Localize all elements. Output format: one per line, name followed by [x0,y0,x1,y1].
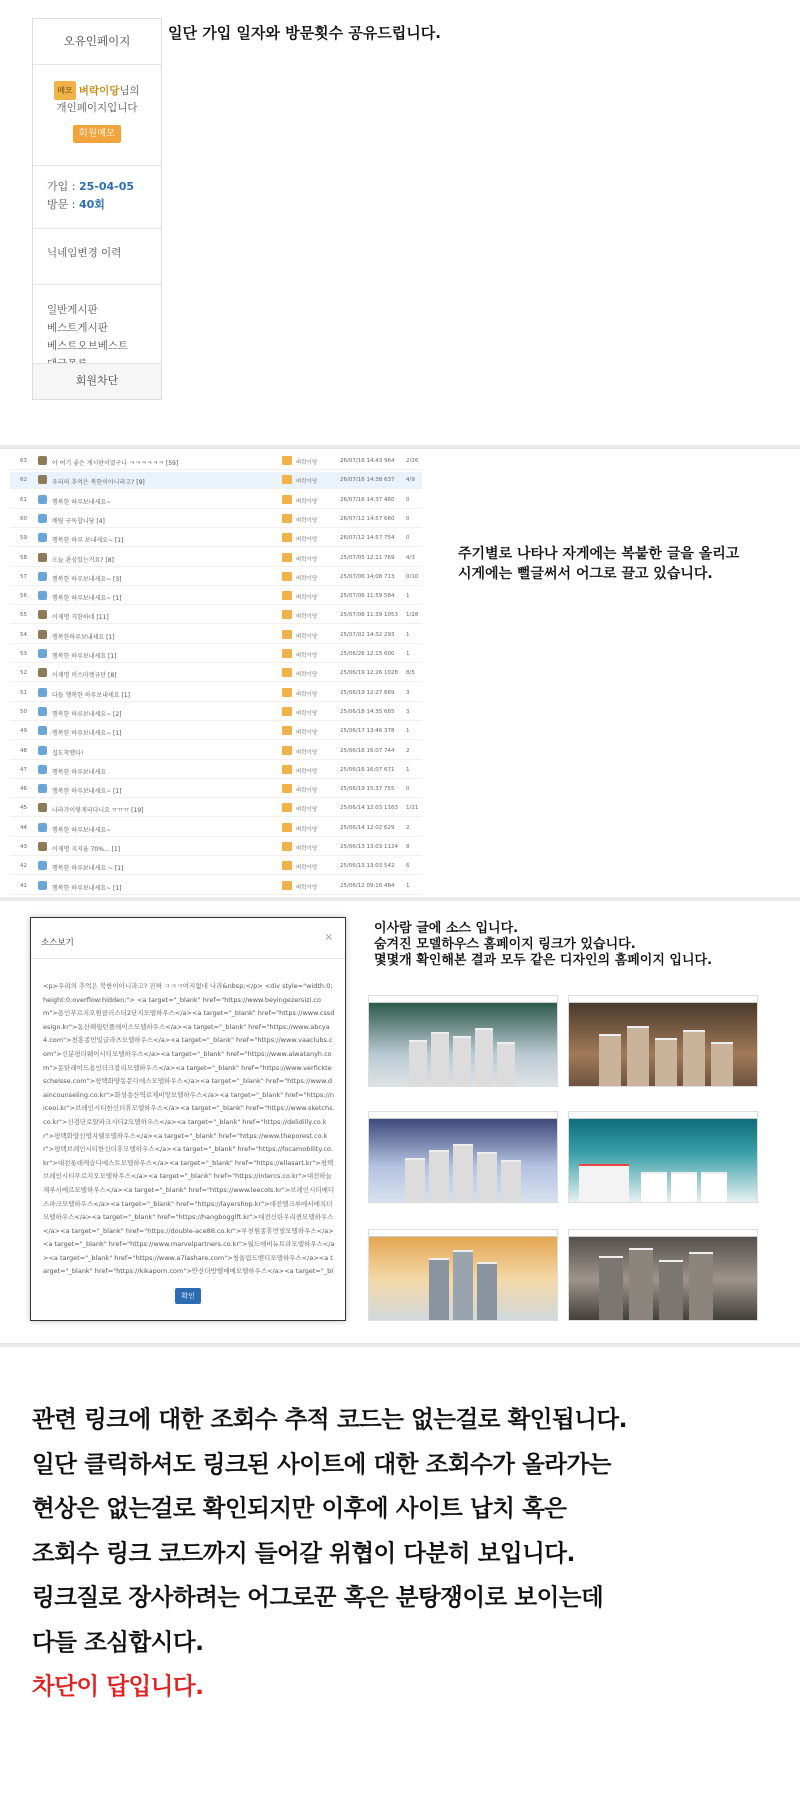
post-row[interactable] [10,762,422,779]
visit-value: 40회 [78,198,105,211]
bird-icon [38,591,47,600]
conclusion-line: 링크질로 장사하려는 어그로꾼 혹은 분탕쟁이로 보이는데 [32,1583,604,1611]
memo-badge-icon [282,765,292,774]
post-title[interactable]: 행복한 하루보내세요~ [2] [52,710,122,718]
post-number: 44 [20,824,27,831]
post-views: 964 [384,458,395,464]
memo-badge-icon [282,823,292,832]
post-recommend: 1 [406,882,410,889]
post-author[interactable]: 벼락이당 [296,556,318,563]
post-row[interactable] [10,743,422,760]
package-icon [38,630,47,639]
post-date: 25/06/16 16:07 [340,766,383,773]
site-screenshot [568,1229,758,1321]
memo-badge-icon [282,746,292,755]
post-number: 46 [20,786,27,793]
post-number: 59 [20,535,27,542]
post-date: 25/06/17 13:46 [340,728,383,735]
caption3-line: 이사람 글에 소스 입니다. [374,921,519,936]
memo-badge-icon [282,610,292,619]
post-views: 754 [384,535,395,542]
post-recommend: 3 [406,708,410,715]
post-title[interactable]: 행복한 하루보내세요~ [52,498,112,506]
post-row[interactable] [10,839,422,856]
close-icon[interactable]: × [324,932,333,943]
post-author[interactable]: 벼락이당 [296,865,318,872]
post-views: 713 [384,573,395,580]
memo-badge-icon [282,553,292,562]
post-title[interactable]: 오늘 관심있는거요? [8] [52,556,114,564]
post-date: 25/06/26 12:15 [340,651,383,657]
post-author[interactable]: 벼락이당 [296,672,318,679]
post-date: 25/06/13 13:03 [340,844,383,850]
post-date: 25/07/05 12:11 [340,554,383,561]
post-recommend: 1 [406,651,410,657]
post-recommend: 2 [406,747,410,754]
memo-badge-icon [282,514,292,523]
source-code-text: <p>우리의 추억은 북한이아니라고? 진짜 ㅋㅋㅋ여지없네 나라&nbsp;</p> <div style="width:0;height:0;overflow:hidden;"> <a target="_blank" href="https://www.beyingezersizi.com">용인푸르지오원클러스터2단지모델하우스</a><a target="_blank" href="https://www.cssdesign.kr">동산해링턴플레이스모델하우스</a><a target="_blank" href="https://www.abcya4.com">천홍종민밀글라츠모델하우스</a><a target="_blank" href="https://www.vaaclubs.com">신분평더웨이시티모델하우스</a><a target="_blank" href="https://www.alwatanyh.com">동탄레이드용인더크블리모델하우스</a><a target="_blank" href="https://www.verfickteschelsse.com">평택화양동문디에스모델하우스</a><a target="_blank" href="https://www.daincounseling.co.kr">화성송산역로제비앙모델하우스</a><a target="_blank" href="https://niceoi.kr">브레인시티한신더휴모델하우스</a><a target="_blank" href="https://www.sketchs.co.kr">신검단로얄파크시티2모델하우스</a><a target="_blank" href="https://delidilly.co.kr">평택화양신영지웰모델하우스</a><a target="_blank" href="https://www.theporest.co.kr">평택브레인시티한신더휴모델하우스</a><a target="_blank" href="https://focamobility.co.kr">대전롯데캐슬디에스트모델하우스</a><a target="_blank" href="https://ellasart.kr">평택브레인시티푸르지오모델하우스</a><a target="_blank" href="https://intercs.co.kr">대전하늘채루시에르모델하우스</a><a target="_blank" href="https://www.leecols.kr">브레인시티메디스파크모델하우스</a><a target="_blank" href="https://layershop.kr">대전엘크루에서에치더모델하우스</a><a target="_blank" href="https://hangbogglft.kr">대전신탄우리퀸모델하우스</a><a target="_blank" href="https://double-ace88.co.kr">부천원종휴먼빌모델하우스</a><a target="_blank" href="https://www.marvelpartners.co.kr">월드애비뉴트라모델하우스</a><a target="_blank" href="https://www.a7lashare.com">청울림드벤티모델하우스</a><a target="_blank" href="https://kikaporn.com">안산더방텔매매모델하우스</a><a target="_bl [43,982,335,1276]
post-row[interactable] [10,704,422,721]
conclusion-line: 현상은 없는걸로 확인되지만 이후에 사이트 납치 혹은 [32,1494,567,1522]
post-recommend: 3 [406,689,410,696]
bird-icon [38,707,47,716]
package-icon [38,842,47,851]
bird-icon [38,823,47,832]
post-date: 26/07/12 14:57 [340,515,383,522]
post-title[interactable]: 이재명 거한하네 [11] [52,614,109,622]
post-author[interactable]: 벼락이당 [296,653,318,659]
profile-header: 오유인페이지 [33,19,161,65]
conclusion-line: 관련 링크에 대한 조회수 추적 코드는 없는걸로 확인됩니다. [32,1405,628,1433]
post-number: 57 [20,573,27,580]
memo-badge-icon [282,842,292,851]
package-icon [38,553,47,562]
post-date: 25/06/16 16:07 [340,747,383,754]
post-list-panel [0,449,800,897]
package-icon [38,803,47,812]
post-date: 25/06/19 12:27 [340,689,383,696]
caption2-line: 시게에는 뻘글써서 어그로 끌고 있습니다. [458,566,713,582]
post-row[interactable] [10,858,422,875]
post-number: 55 [20,612,27,619]
profile-owner [33,65,161,143]
post-row[interactable] [10,453,422,470]
post-date: 25/07/06 11:59 [340,593,383,600]
post-title[interactable]: 행복한 하루보내세요~ [1] [52,884,122,892]
model-house-screenshots [368,995,760,1331]
post-recommend: 0/10 [406,573,419,580]
post-views: 293 [384,631,395,638]
memo-badge-icon [282,726,292,735]
post-row[interactable] [10,607,422,624]
memo-badge-icon [282,630,292,639]
conclusion-warning: 차단이 답입니다. [32,1672,204,1700]
post-row[interactable] [10,723,422,740]
post-recommend: 4/9 [406,477,415,484]
conclusion-line: 다들 조심합시다. [32,1627,204,1656]
profile-nickname[interactable]: 벼락이당 [78,85,120,97]
post-author[interactable]: 벼락이당 [296,826,318,833]
site-screenshot [368,1229,558,1321]
owner-line2: 개인페이지입니다 [56,102,138,114]
memo-badge-icon [282,707,292,716]
bird-icon [38,746,47,755]
site-screenshot [568,1111,758,1203]
source-panel [0,901,800,1343]
post-recommend: 0 [406,515,410,522]
post-row[interactable] [10,665,422,682]
package-icon [38,456,47,465]
post-number: 61 [20,496,27,503]
post-number: 60 [20,515,27,522]
post-number: 51 [20,689,27,696]
memo-badge-icon [282,649,292,658]
post-title[interactable]: 행복한 하루보내세요~ [1] [52,730,122,738]
post-recommend: 2/26 [406,458,419,464]
post-views: 1028 [384,670,398,677]
memo-badge-icon [282,591,292,600]
post-views: 744 [384,747,395,754]
post-author[interactable]: 벼락이당 [296,730,318,737]
post-views: 460 [384,496,395,503]
post-views: 1124 [384,844,398,850]
post-number: 63 [20,458,27,464]
site-screenshot [568,995,758,1087]
post-row[interactable] [10,646,422,663]
bird-icon [38,688,47,697]
post-date: 25/07/02 14:32 [340,631,383,638]
bird-icon [38,649,47,658]
post-title[interactable]: 이재명 미스마켓규탄 [8] [52,672,117,680]
profile-stats [33,165,161,214]
post-recommend: 1/21 [406,805,419,812]
package-icon [38,668,47,677]
nickname-history-link[interactable]: 닉네임변경 이력 [33,228,161,284]
conclusion-text [32,1397,782,1709]
post-recommend: 4/3 [406,554,415,561]
post-title[interactable]: 행복한 하루보내세요 [1] [52,653,117,660]
confirm-button[interactable]: 확인 [175,1288,201,1304]
memo-badge-icon [282,533,292,542]
profile-panel [0,0,800,445]
conclusion-line: 일단 클릭하셔도 링크된 사이트에 대한 조회수가 올라가는 [32,1449,611,1478]
post-author[interactable]: 벼락이당 [296,710,318,717]
memo-badge-icon [282,803,292,812]
post-author[interactable]: 벼락이당 [296,884,318,891]
post-title[interactable]: 나라가이렇게되다니요 ㅠㅠㅠ [19] [52,807,144,815]
post-author[interactable]: 벼락이당 [296,537,318,544]
caption-source [374,921,712,969]
post-recommend: 8 [406,844,410,850]
post-row[interactable] [10,530,422,547]
post-date: 25/07/06 11:39 [340,612,383,619]
post-author[interactable]: 벼락이당 [296,788,318,795]
post-title[interactable]: 다들 행복한 하루보내세요 [1] [52,691,130,699]
post-views: 378 [384,728,395,735]
post-row[interactable] [10,800,422,817]
post-author[interactable]: 벼락이당 [296,768,318,775]
caption3-line: 숨겨진 모델하우스 홈페이지 링크가 있습니다. [374,937,636,952]
post-date: 25/06/19 15:37 [340,786,383,793]
bird-icon [38,765,47,774]
post-date: 25/07/06 14:08 [340,573,383,580]
memo-badge-icon [282,572,292,581]
post-views: 484 [384,882,395,889]
post-recommend: 2 [406,824,410,831]
bird-icon [38,861,47,870]
post-row[interactable] [10,627,422,644]
post-row[interactable] [10,550,422,567]
memo-badge-icon [282,456,292,465]
post-views: 669 [384,689,395,696]
post-date: 25/06/14 12:02 [340,824,383,831]
bird-icon [38,495,47,504]
post-title[interactable]: 행복한 하루보내세요~ [52,826,112,834]
memo-badge-icon [282,881,292,890]
post-recommend: 1/28 [406,612,419,619]
post-row[interactable] [10,588,422,605]
post-views: 671 [384,766,395,773]
bird-icon [38,881,47,890]
post-title[interactable]: 행복한 하루보내세요~ [1] [52,788,122,796]
post-title[interactable]: 행복한 하루보내세요 ~ [1] [52,865,124,873]
post-row[interactable] [10,492,422,509]
post-number: 53 [20,651,27,657]
package-icon [38,610,47,619]
post-date: 26/07/12 14:57 [340,535,383,542]
bird-icon [38,514,47,523]
post-recommend: 0 [406,496,410,503]
post-row[interactable] [10,781,422,798]
post-author[interactable]: 벼락이당 [296,498,318,505]
post-row[interactable] [10,820,422,837]
post-title[interactable]: 행복한 하루 보내세요~ [1] [52,537,124,545]
modal-title: 소스보기 [41,938,74,948]
post-views: 600 [384,651,395,657]
post-number: 45 [20,805,27,812]
post-row[interactable] [10,569,422,586]
post-title[interactable]: 우리의 추억은 북한이아니라고? [9] [52,479,145,487]
post-author[interactable]: 벼락이당 [296,614,318,621]
post-number: 58 [20,554,27,561]
post-recommend: 1 [406,631,410,638]
post-title[interactable]: 집도착했다! [52,749,84,757]
post-author[interactable]: 벼락이당 [296,595,318,602]
post-recommend: 6 [406,863,410,870]
post-number: 47 [20,766,27,773]
post-number: 54 [20,631,27,638]
caption3-line: 몇몇개 확인해본 결과 모두 같은 디자인의 홈페이지 입니다. [374,953,713,968]
post-views: 769 [384,554,395,561]
post-number: 62 [20,477,27,484]
post-recommend: 0 [406,786,410,793]
source-view-modal [30,917,346,1321]
site-screenshot [368,995,558,1087]
post-title[interactable]: 행복한하루보내세요 [1] [52,633,115,641]
post-views: 755 [384,786,395,793]
board-link-general[interactable]: 일반게시판 [47,304,98,316]
modal-divider [31,958,345,959]
post-views: 1053 [384,612,398,619]
post-title[interactable]: 행복한 하루보내세요~ [3] [52,575,122,583]
post-views: 660 [384,515,395,522]
visit-count [47,196,147,214]
post-title[interactable]: 이재명 지지율 70%... [1] [52,846,121,853]
caption-join-info: 일단 가입 일자와 방문횟수 공유드립니다. [168,24,441,42]
memo-badge-icon [282,688,292,697]
post-author[interactable]: 벼락이당 [296,460,318,466]
post-views: 665 [384,708,395,715]
post-author[interactable]: 벼락이당 [296,807,318,814]
post-views: 1163 [384,805,398,812]
post-row[interactable] [10,511,422,528]
post-date: 25/06/12 09:16 [340,882,383,889]
post-recommend: 1 [406,766,410,773]
memo-badge: 메모 [54,81,75,100]
post-number: 56 [20,593,27,600]
post-row[interactable] [10,472,422,489]
post-title[interactable]: 행복한 하루보내세요 [52,768,107,776]
memo-badge-icon [282,668,292,677]
post-author[interactable]: 벼락이당 [296,846,318,852]
memo-badge-icon [282,475,292,484]
join-date [47,178,147,196]
post-number: 50 [20,708,27,715]
post-views: 629 [384,824,395,831]
bird-icon [38,726,47,735]
post-row[interactable] [10,878,422,895]
member-memo-button[interactable]: 회원메모 [73,125,121,143]
memo-badge-icon [282,784,292,793]
post-recommend: 8/5 [406,670,415,677]
bird-icon [38,572,47,581]
post-number: 52 [20,670,27,677]
board-link-best[interactable]: 베스트게시판 [47,322,108,334]
caption2-line: 주기별로 나타나 자게에는 복붙한 글을 올리고 [458,546,740,562]
post-number: 42 [20,863,27,870]
post-number: 43 [20,844,27,850]
post-author[interactable]: 벼락이당 [296,691,318,698]
post-views: 637 [384,477,395,484]
conclusion-line: 조회수 링크 코드까지 들어갈 위협이 다분히 보입니다. [32,1538,575,1567]
bird-icon [38,784,47,793]
post-author[interactable]: 벼락이당 [296,749,318,756]
post-author[interactable]: 벼락이당 [296,517,318,524]
join-value: 25-04-05 [78,180,135,193]
post-author[interactable]: 벼락이당 [296,633,318,640]
post-date: 25/06/13 13:03 [340,863,383,870]
post-author[interactable]: 벼락이당 [296,479,318,486]
visit-label: 방문 : [47,198,76,211]
site-screenshot [368,1111,558,1203]
post-author[interactable]: 벼락이당 [296,575,318,582]
block-member-button[interactable]: 회원차단 [33,363,161,399]
memo-badge-icon [282,861,292,870]
join-label: 가입 : [47,180,76,193]
board-link-best-of-best[interactable]: 베스트오브베스트 [47,340,129,352]
profile-box [32,18,162,400]
memo-badge-icon [282,495,292,504]
post-date: 26/07/16 14:43 [340,458,383,464]
post-recommend: 1 [406,593,410,600]
post-number: 49 [20,728,27,735]
post-views: 542 [384,863,395,870]
post-date: 26/07/16 14:38 [340,477,383,484]
post-recommend: 1 [406,728,410,735]
owner-suffix: 님의 [119,85,140,97]
post-date: 25/06/14 12:03 [340,805,383,812]
post-title[interactable]: 행복한 하루보내세요~ [1] [52,595,122,603]
post-date: 25/06/18 14:35 [340,708,383,715]
post-recommend: 0 [406,535,410,542]
post-date: 25/06/19 12:26 [340,670,383,677]
post-row[interactable] [10,685,422,702]
caption-post-pattern [458,544,739,584]
post-title[interactable]: 배팀 구독합니당 [4] [52,517,105,525]
package-icon [38,475,47,484]
conclusion-panel [0,1347,800,1794]
bird-icon [38,533,47,542]
post-number: 48 [20,747,27,754]
post-list [10,451,430,897]
post-views: 584 [384,593,395,600]
post-date: 26/07/16 14:37 [340,496,383,503]
post-number: 41 [20,882,27,889]
post-title[interactable]: 아 여기 좋은 게시판이였구나 ㅋㅋㅋㅋㅋㅋ [59] [52,460,179,467]
